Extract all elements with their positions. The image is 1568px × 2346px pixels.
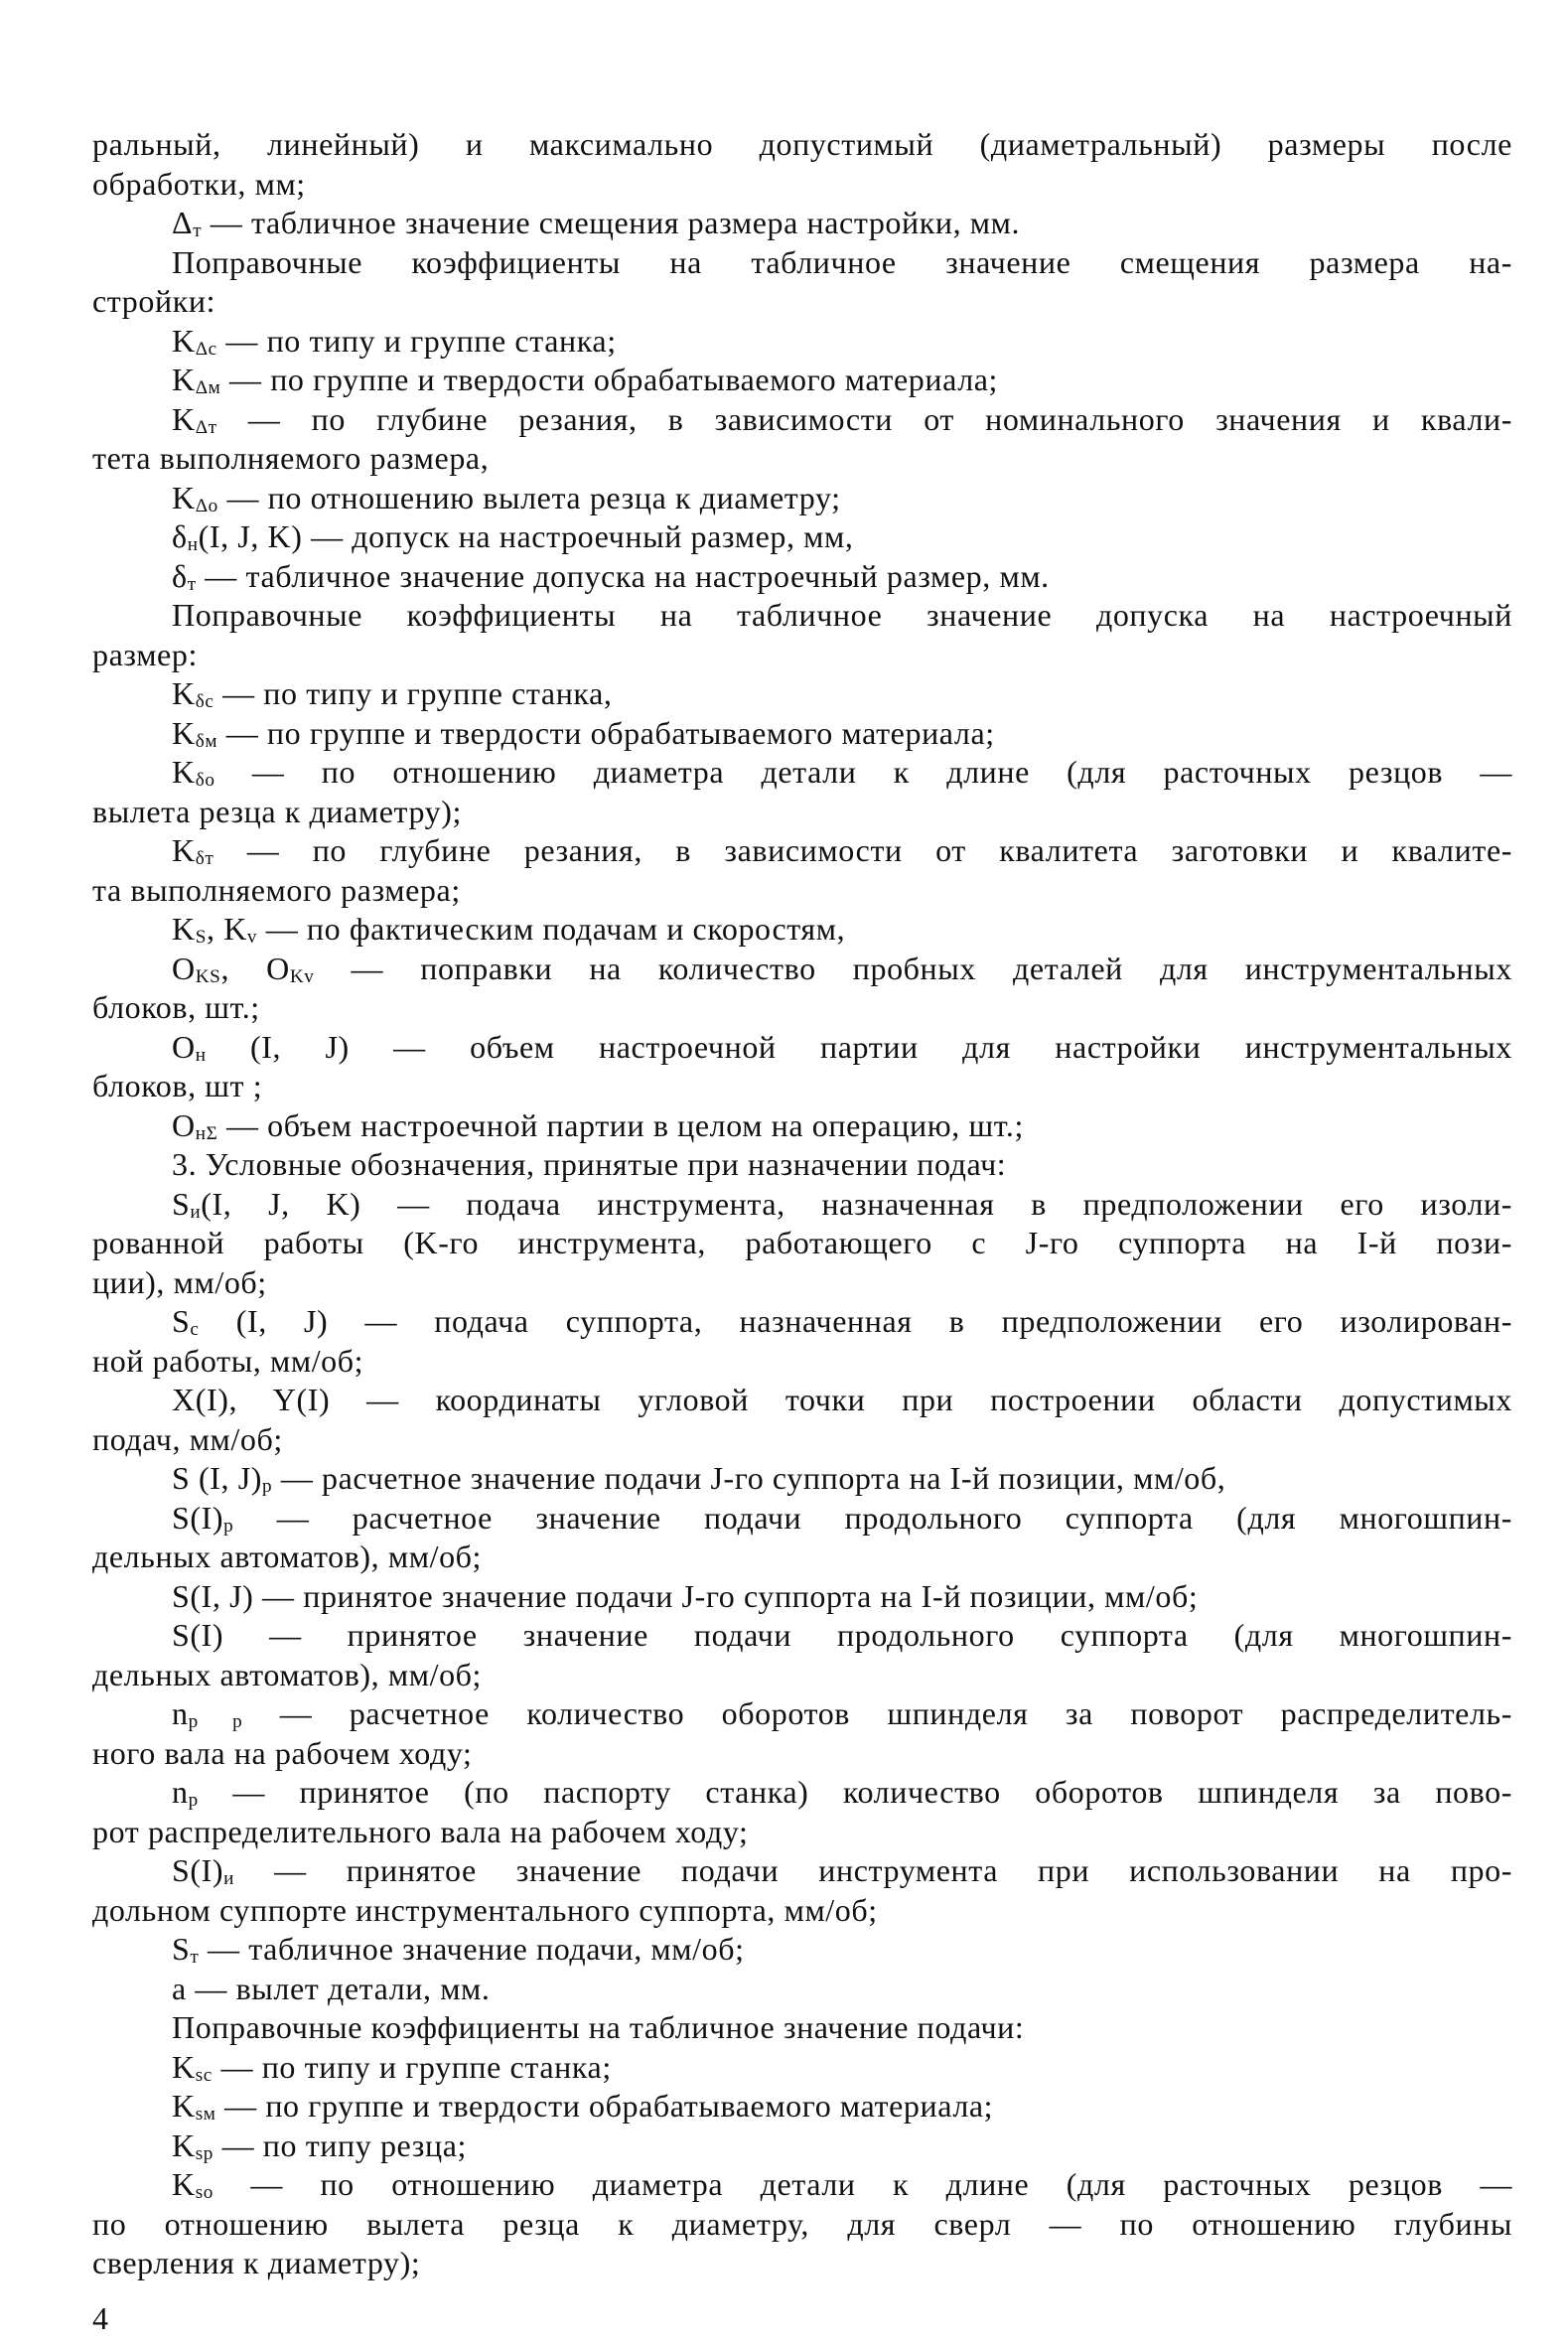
- subscript: н: [187, 534, 199, 555]
- subscript: и: [190, 1201, 202, 1223]
- paragraph: [92, 1616, 1512, 1694]
- subscript: Δс: [195, 338, 217, 360]
- subscript: sм: [195, 2104, 216, 2125]
- paragraph: [92, 557, 1512, 597]
- subscript: δс: [195, 691, 214, 712]
- subscript: и: [223, 1868, 235, 1889]
- subscript: Kv: [289, 965, 315, 987]
- paragraph: [92, 517, 1512, 557]
- text-line: S(I, J) — принятое значение подачи J-го суппорта на I-й позиции, мм/об;: [172, 1577, 1199, 1614]
- paragraph: [92, 1694, 1512, 1773]
- text-line: ной работы, мм/об;: [92, 1342, 364, 1379]
- paragraph: [92, 1930, 1512, 1970]
- paragraph: [92, 322, 1512, 362]
- paragraph: [92, 2008, 1512, 2048]
- text-line: рованной работы (K-го инструмента, работающего с J-го суппорта на I-й пози-: [92, 1225, 1512, 1260]
- paragraph: [92, 1145, 1512, 1185]
- paragraph: [92, 125, 1512, 204]
- paragraph: [92, 1577, 1512, 1617]
- subscript: Δт: [195, 416, 217, 438]
- paragraph: [92, 950, 1512, 1028]
- paragraph: [92, 596, 1512, 674]
- paragraph: [92, 400, 1512, 479]
- subscript: sо: [195, 2182, 214, 2203]
- paragraph: [92, 2165, 1512, 2283]
- text-line: $K_{\delta с}$ — по типу и группе станка,: [172, 675, 613, 712]
- paragraph: [92, 1302, 1512, 1381]
- text-line: размер:: [92, 636, 198, 672]
- paragraph: [92, 1970, 1512, 2009]
- paragraph: [92, 2126, 1512, 2166]
- text-line: $K_{sр}$ — по типу резца;: [172, 2126, 467, 2164]
- text-line: дельных автоматов), мм/об;: [92, 1539, 483, 1574]
- text-line: $\Delta_т$ — табличное значение смещения размера настройки, мм.: [172, 205, 1021, 241]
- paragraph: [92, 1499, 1512, 1577]
- paragraph: [92, 674, 1512, 714]
- subscript: S: [195, 927, 207, 948]
- text-line: Поправочные коэффициенты на табличное значение допуска на настроечный: [172, 597, 1512, 633]
- text-line: $K_{\Delta с}$ — по типу и группе станка;: [172, 322, 617, 360]
- text-line: ральный, линейный) и максимально допустимый (диаметральный) размеры после: [92, 126, 1512, 162]
- text-line: $n_{р р}$ — расчетное количество оборотов шпинделя за поворот распределитель-: [172, 1695, 1512, 1732]
- text-line: $O_н$ (I, J) — объем настроечной партии для настройки инструментальных: [172, 1028, 1512, 1066]
- text-line: $K_{sс}$ — по типу и группе станка;: [172, 2048, 612, 2086]
- subscript: р: [188, 1790, 199, 1811]
- text-line: $K_{\Delta т}$ — по глубине резания, в зависимости от номинального значения и квали-: [172, 400, 1512, 438]
- paragraph: [92, 1381, 1512, 1459]
- text-line: $S_т$ — табличное значение подачи, мм/об;: [172, 1931, 745, 1968]
- text-line: по отношению вылета резца к диаметру, для сверл — по отношению глубины: [92, 2205, 1512, 2242]
- text-line: $S(I)_и$ — принятое значение подачи инструмента при использовании на про-: [172, 1852, 1512, 1889]
- text-line: сверления к диаметру);: [92, 2245, 421, 2280]
- text-line: $n_р$ — принятое (по паспорту станка) количество оборотов шпинделя за пово-: [172, 1774, 1512, 1811]
- text-line: дольном суппорте инструментального суппорта, мм/об;: [92, 1891, 878, 1928]
- subscript: sс: [195, 2064, 213, 2086]
- paragraph: [92, 2087, 1512, 2126]
- paragraph: [92, 243, 1512, 322]
- text-line: S(I) — принятое значение подачи продольного суппорта (для многошпин-: [172, 1617, 1512, 1653]
- text-line: тета выполняемого размера,: [92, 440, 490, 476]
- paragraph: [92, 714, 1512, 754]
- text-line: дельных автоматов), мм/об;: [92, 1656, 483, 1692]
- paragraph: [92, 204, 1512, 243]
- document-body: [92, 125, 1512, 2283]
- subscript: δм: [195, 730, 218, 752]
- text-line: $K_{\Delta о}$ — по отношению вылета резца к диаметру;: [172, 479, 841, 516]
- text-line: стройки:: [92, 283, 216, 319]
- subscript: р: [223, 1515, 234, 1537]
- paragraph: [92, 1773, 1512, 1851]
- text-line: Поправочные коэффициенты на табличное значение подачи:: [172, 2009, 1025, 2045]
- subscript: KS: [195, 965, 221, 987]
- text-line: a — вылет детали, мм.: [172, 1970, 491, 2006]
- page-number: 4: [92, 2300, 108, 2336]
- text-line: X(I), Y(I) — координаты угловой точки при построении области допустимых: [172, 1382, 1512, 1417]
- text-line: $O_{н\Sigma}$ — объем настроечной партии в целом на операцию, шт.;: [172, 1106, 1025, 1144]
- paragraph: [92, 831, 1512, 910]
- subscript: с: [190, 1319, 200, 1340]
- paragraph: [92, 910, 1512, 950]
- text-line: $S(I)_р$ — расчетное значение подачи продольного суппорта (для многошпин-: [172, 1499, 1512, 1537]
- subscript: т: [190, 1947, 200, 1968]
- paragraph: [92, 2048, 1512, 2088]
- text-line: $K_{\delta о}$ — по отношению диаметра детали к длине (для расточных резцов —: [172, 754, 1512, 791]
- subscript: v: [246, 927, 258, 948]
- paragraph: [92, 1185, 1512, 1303]
- paragraph: [92, 1106, 1512, 1146]
- text-line: вылета резца к диаметру);: [92, 793, 463, 829]
- text-line: S (I, $J)_р$ — расчетное значение подачи J-го суппорта на I-й позиции, мм/об,: [172, 1460, 1226, 1497]
- subscript: р р: [188, 1711, 243, 1732]
- text-line: $\delta_т$ — табличное значение допуска на настроечный размер, мм.: [172, 557, 1050, 595]
- text-line: $S_с$ (I, J) — подача суппорта, назначенная в предположении его изолирован-: [172, 1303, 1512, 1340]
- paragraph: [92, 1851, 1512, 1930]
- text-line: $K_{\Delta м}$ — по группе и твердости обрабатываемого материала;: [172, 362, 999, 398]
- text-line: ного вала на рабочем ходу;: [92, 1734, 473, 1771]
- text-line: $K_{sо}$ — по отношению диаметра детали к длине (для расточных резцов —: [172, 2166, 1512, 2203]
- text-line: рот распределительного вала на рабочем ходу;: [92, 1813, 749, 1849]
- text-line: $O_{KS}$, $O_{Kv}$ — поправки на количество пробных деталей для инструментальных: [172, 950, 1512, 987]
- subscript: Δо: [195, 495, 218, 516]
- text-line: подач, мм/об;: [92, 1420, 283, 1457]
- subscript: δт: [195, 848, 214, 869]
- subscript: sр: [195, 2142, 214, 2164]
- subscript: Δм: [195, 377, 221, 398]
- text-line: блоков, шт ;: [92, 1068, 263, 1103]
- text-line: обработки, мм;: [92, 165, 306, 202]
- text-line: $\delta_н(I$, J, K) — допуск на настроечный размер, мм,: [172, 518, 854, 555]
- text-line: $S_и(I$, J, K) — подача инструмента, назначенная в предположении его изоли-: [172, 1185, 1512, 1223]
- subscript: т: [193, 220, 203, 241]
- subscript: δо: [195, 770, 215, 791]
- text-line: та выполняемого размера;: [92, 871, 461, 908]
- text-line: $K_{\delta м}$ — по группе и твердости обрабатываемого материала;: [172, 714, 995, 752]
- subscript: т: [187, 573, 197, 595]
- paragraph: [92, 479, 1512, 518]
- text-line: $K_{sм}$ — по группе и твердости обрабатываемого материала;: [172, 2088, 994, 2125]
- text-line: $K_{\delta т}$ — по глубине резания, в зависимости от квалитета заготовки и квалите-: [172, 832, 1512, 869]
- subscript: р: [262, 1476, 273, 1497]
- subscript: н: [195, 1044, 207, 1066]
- paragraph: [92, 1459, 1512, 1499]
- text-line: ции), мм/об;: [92, 1263, 267, 1300]
- text-line: Поправочные коэффициенты на табличное значение смещения размера на-: [172, 243, 1512, 280]
- text-line: 3. Условные обозначения, принятые при назначении подач:: [172, 1146, 1007, 1182]
- subscript: нΣ: [195, 1122, 218, 1144]
- paragraph: [92, 1028, 1512, 1106]
- text-line: $K_S$, $K_v$ — по фактическим подачам и скоростям,: [172, 911, 846, 948]
- paragraph: [92, 361, 1512, 400]
- paragraph: [92, 753, 1512, 831]
- text-line: блоков, шт.;: [92, 989, 260, 1025]
